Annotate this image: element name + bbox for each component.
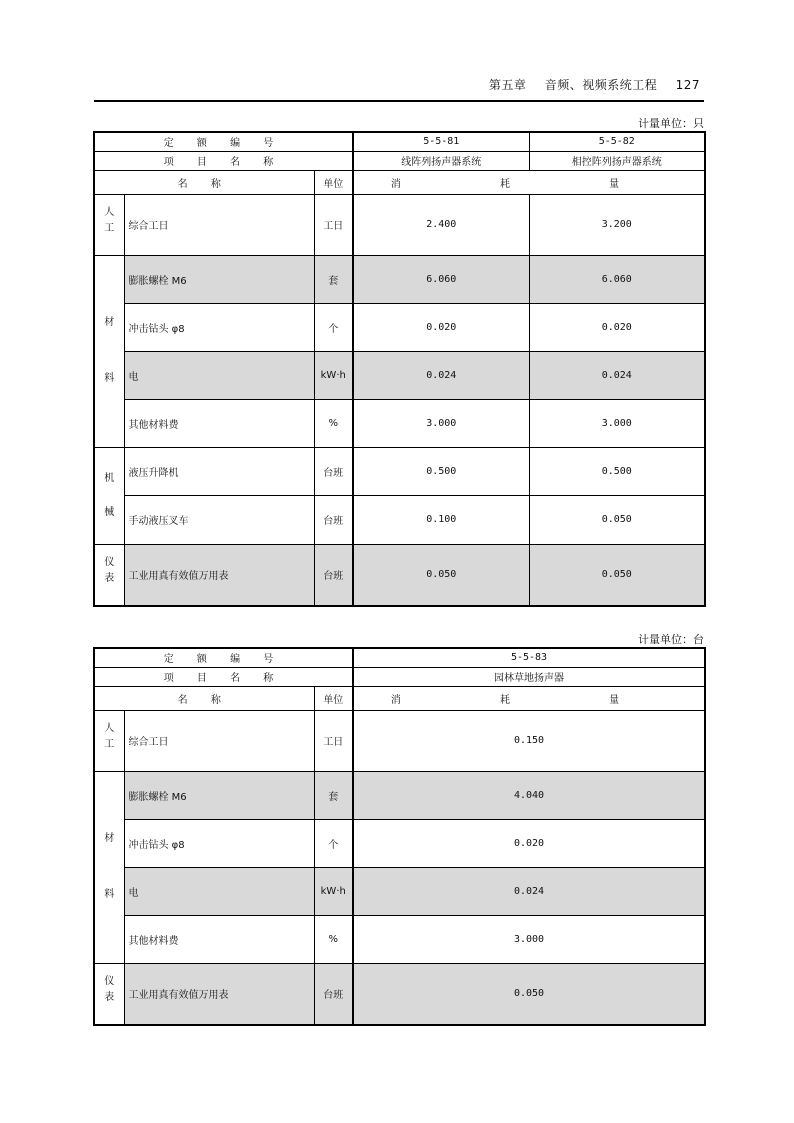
col-unit-header: 单位 — [314, 170, 353, 194]
table-row — [94, 963, 705, 1025]
item-name-cell: 相控阵列扬声器系统 — [529, 151, 705, 170]
table-row — [94, 194, 705, 255]
table-row — [94, 255, 705, 303]
page-number: 127 — [675, 78, 700, 92]
row-name: 膨胀螺栓 M6 — [124, 255, 314, 303]
table-row — [94, 495, 705, 544]
code-cell: 5-5-83 — [353, 648, 705, 667]
code-row — [94, 132, 705, 151]
column-header-row — [94, 170, 705, 194]
col-unit-header: 单位 — [314, 686, 353, 710]
row-value: 3.000 — [529, 399, 705, 447]
row-value: 0.020 — [353, 303, 529, 351]
table-row — [94, 710, 705, 771]
row-name: 液压升降机 — [124, 447, 314, 495]
row-value: 0.500 — [353, 447, 529, 495]
row-unit: 个 — [314, 819, 353, 867]
item-name-cell: 线阵列扬声器系统 — [353, 151, 529, 170]
row-value: 0.100 — [353, 495, 529, 544]
col-consume-header: 消 耗 量 — [390, 178, 668, 190]
row-value: 0.050 — [353, 544, 529, 606]
row-value: 0.500 — [529, 447, 705, 495]
row-value: 0.050 — [529, 544, 705, 606]
row-value: 2.400 — [353, 194, 529, 255]
row-value: 3.200 — [529, 194, 705, 255]
row-value: 0.024 — [353, 867, 705, 915]
row-name: 综合工日 — [124, 710, 314, 771]
unit-label-1: 计量单位：只 — [638, 117, 704, 130]
table-row — [94, 915, 705, 963]
col-name-header: 名 称 — [177, 694, 231, 706]
quota-table-2 — [93, 647, 706, 1026]
row-unit: kW·h — [314, 867, 353, 915]
table-row — [94, 447, 705, 495]
row-unit: 台班 — [314, 495, 353, 544]
row-value: 0.024 — [529, 351, 705, 399]
row-unit: 台班 — [314, 963, 353, 1025]
table-row — [94, 819, 705, 867]
row-value: 0.050 — [529, 495, 705, 544]
table-row — [94, 771, 705, 819]
row-name: 其他材料费 — [124, 399, 314, 447]
table-row — [94, 399, 705, 447]
row-value: 6.060 — [353, 255, 529, 303]
row-value: 0.020 — [529, 303, 705, 351]
row-name: 工业用真有效值万用表 — [124, 963, 314, 1025]
category-instrument: 仪表 — [104, 976, 115, 1004]
chapter-label: 第五章 — [488, 78, 527, 92]
row-unit: 套 — [314, 255, 353, 303]
row-name: 电 — [124, 867, 314, 915]
row-unit: 台班 — [314, 544, 353, 606]
category-material: 材料 — [104, 317, 115, 384]
row-unit: % — [314, 915, 353, 963]
code-row — [94, 648, 705, 667]
item-name-row — [94, 667, 705, 686]
row-unit: 个 — [314, 303, 353, 351]
unit-label-2: 计量单位：台 — [638, 633, 704, 646]
row-name: 综合工日 — [124, 194, 314, 255]
table-row — [94, 867, 705, 915]
row-value: 6.060 — [529, 255, 705, 303]
table-row — [94, 303, 705, 351]
row-name: 工业用真有效值万用表 — [124, 544, 314, 606]
code-row-label: 定 额 编 号 — [163, 138, 284, 150]
item-name-row — [94, 151, 705, 170]
page-header — [475, 76, 700, 93]
col-name-header: 名 称 — [177, 178, 231, 190]
row-value: 0.024 — [353, 351, 529, 399]
item-name-label: 项 目 名 称 — [163, 673, 284, 684]
table-row — [94, 544, 705, 606]
chapter-title: 音频、视频系统工程 — [544, 78, 658, 92]
item-name-label: 项 目 名 称 — [163, 157, 284, 168]
quota-table-1 — [93, 131, 706, 607]
row-name: 膨胀螺栓 M6 — [124, 771, 314, 819]
row-name: 手动液压叉车 — [124, 495, 314, 544]
category-machine: 机械 — [104, 472, 115, 518]
row-name: 其他材料费 — [124, 915, 314, 963]
category-material: 材料 — [104, 833, 115, 900]
code-row-label: 定 额 编 号 — [163, 654, 284, 666]
col-consume-header: 消 耗 量 — [390, 694, 668, 706]
category-labor: 人工 — [104, 723, 115, 750]
item-name-cell: 园林草地扬声器 — [353, 667, 705, 686]
row-value: 3.000 — [353, 915, 705, 963]
row-unit: 台班 — [314, 447, 353, 495]
category-instrument: 仪表 — [104, 557, 115, 585]
code-cell: 5-5-82 — [529, 132, 705, 151]
row-value: 3.000 — [353, 399, 529, 447]
row-value: 0.050 — [353, 963, 705, 1025]
row-unit: 工日 — [314, 710, 353, 771]
row-value: 0.020 — [353, 819, 705, 867]
row-unit: kW·h — [314, 351, 353, 399]
table-row — [94, 351, 705, 399]
row-unit: % — [314, 399, 353, 447]
category-labor: 人工 — [104, 207, 115, 234]
row-name: 电 — [124, 351, 314, 399]
row-value: 0.150 — [353, 710, 705, 771]
code-cell: 5-5-81 — [353, 132, 529, 151]
header-rule — [94, 100, 704, 102]
row-name: 冲击钻头 φ8 — [124, 303, 314, 351]
row-unit: 工日 — [314, 194, 353, 255]
row-name: 冲击钻头 φ8 — [124, 819, 314, 867]
row-unit: 套 — [314, 771, 353, 819]
column-header-row — [94, 686, 705, 710]
row-value: 4.040 — [353, 771, 705, 819]
